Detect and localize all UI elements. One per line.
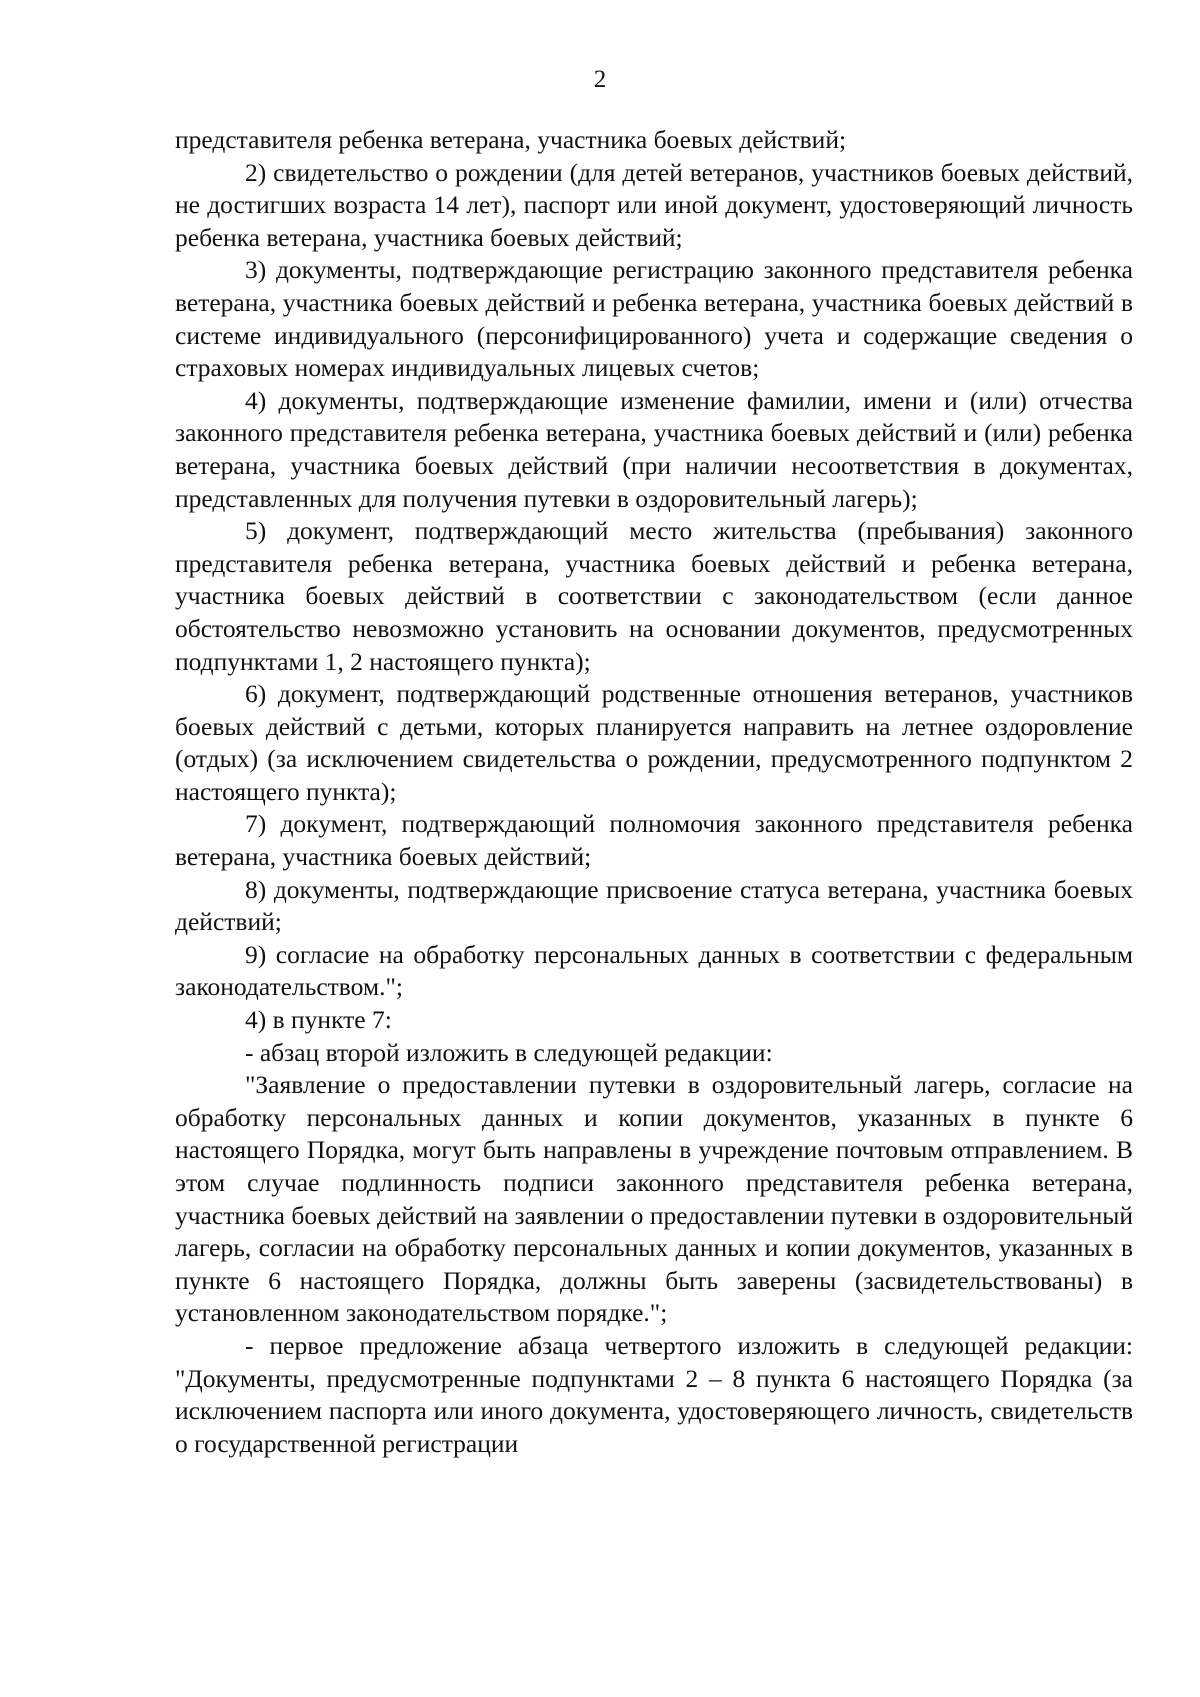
paragraph-second-amendment: - первое предложение абзаца четвертого изложить в следующей редакции: "Документы, предусмотренные подпунктами 2 – 8 пункта 6 настоящего Порядка (за исключением паспорта или иного документа, удостоверяющего личность, свидетельств о государственной регистрации xyxy=(175,1330,1133,1458)
paragraph-amendment-text: "Заявление о предоставлении путевки в оздоровительный лагерь, согласие на обработку персональных данных и копии документов, указанных в пункте 6 настоящего Порядка, могут быть направлены в учреждение почтовым отправлением. В этом случае подлинность подписи законного представителя ребенка ветерана, участника боевых действий на заявлении о предоставлении путевки в оздоровительный лагерь, согласии на обработку персональных данных и копии документов, указанных в пункте 6 настоящего Порядка, должны быть заверены (засвидетельствованы) в установленном законодательством порядке."; xyxy=(175,1070,1133,1328)
paragraph-amendment-intro: - абзац второй изложить в следующей редакции: xyxy=(245,1037,773,1067)
paragraph-item-3: 3) документы, подтверждающие регистрацию законного представителя ребенка ветерана, участника боевых действий и ребенка ветерана, участника боевых действий в системе индивидуального (персонифицированного) учета и содержащие сведения о страховых номерах индивидуальных лицевых счетов; xyxy=(175,255,1133,383)
paragraph-item-6: 6) документ, подтверждающий родственные отношения ветеранов, участников боевых действий с детьми, которых планируется направить на летнее оздоровление (отдых) (за исключением свидетельства о рождении, предусмотренного подпунктом 2 настоящего пункта); xyxy=(175,679,1133,806)
paragraph-item-9: 9) согласие на обработку персональных данных в соответствии с федеральным законодательством."; xyxy=(175,939,1133,1002)
paragraph-continuation: представителя ребенка ветерана, участника боевых действий; xyxy=(175,125,847,154)
paragraph-item-7: 7) документ, подтверждающий полномочия законного представителя ребенка ветерана, участника боевых действий; xyxy=(175,809,1133,872)
document-body xyxy=(175,124,1133,1460)
paragraph-item-8: 8) документы, подтверждающие присвоение статуса ветерана, участника боевых действий; xyxy=(175,874,1133,937)
paragraph-item-2: 2) свидетельство о рождении (для детей ветеранов, участников боевых действий, не достигших возраста 14 лет), паспорт или иной документ, удостоверяющий личность ребенка ветерана, участника боевых действий; xyxy=(175,157,1133,252)
paragraph-item-5: 5) документ, подтверждающий место жительства (пребывания) законного представителя ребенка ветерана, участника боевых действий и ребенка ветерана, участника боевых действий в соответствии с законодательством (если данное обстоятельство невозможно установить на основании документов, предусмотренных подпунктами 1, 2 настоящего пункта); xyxy=(175,516,1133,676)
paragraph-item-4: 4) документы, подтверждающие изменение фамилии, имени и (или) отчества законного представителя ребенка ветерана, участника боевых действий и (или) ребенка ветерана, участника боевых действий (при наличии несоответствия в документах, представленных для получения путевки в оздоровительный лагерь); xyxy=(175,385,1133,513)
paragraph-point-7-heading: 4) в пункте 7: xyxy=(245,1005,392,1035)
page-number: 2 xyxy=(593,66,607,93)
